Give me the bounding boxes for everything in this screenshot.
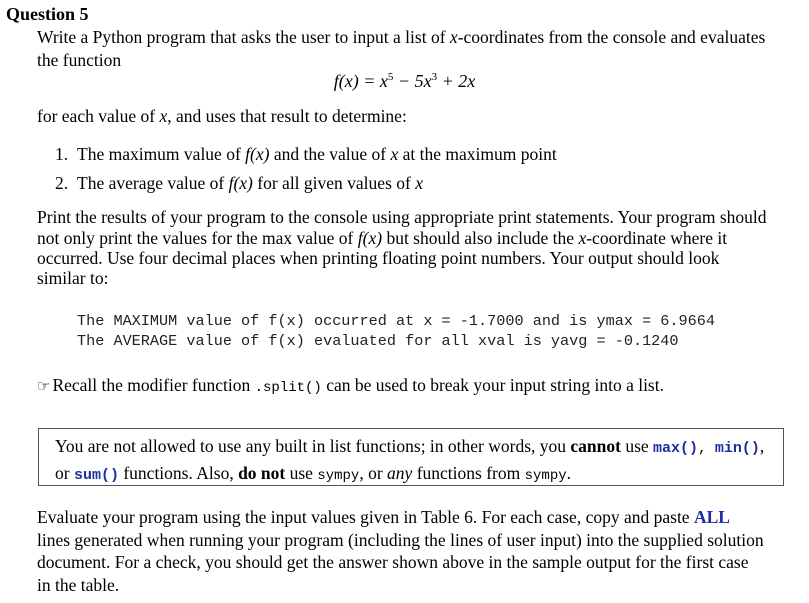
task-text: The maximum value of (77, 144, 246, 164)
notice-line-1 (55, 434, 773, 461)
notice-do-not: do not (238, 463, 286, 483)
task-item-1 (55, 144, 557, 165)
formula-exponent-3: 3 (431, 71, 438, 83)
notice-text: or (55, 463, 74, 483)
for-each-text: for each value of (37, 106, 160, 126)
print-para-line-1: Print the results of your program to the console using appropriate print statements. Your program should (37, 207, 767, 227)
hint-text-cont: can be used to break your input string into a list. (321, 375, 664, 395)
print-para-line-3: occurred. Use four decimal places when printing floating point numbers. Your output should look (37, 248, 720, 268)
math-fx: f(x) (228, 173, 253, 193)
sympy-code: sympy (317, 468, 360, 484)
function-formula (0, 71, 809, 92)
intro-line-1 (37, 27, 785, 48)
question-heading: Question 5 (6, 4, 89, 24)
sympy-code: sympy (524, 468, 567, 484)
sample-output-line-1: The MAXIMUM value of f(x) occurred at x = -1.7000 and is ymax = 6.9664 (77, 312, 715, 330)
math-x: x (449, 27, 458, 47)
task-text: for all given values of (252, 173, 416, 193)
task-number: 1. (55, 144, 69, 164)
notice-line-2 (55, 461, 773, 488)
math-x: x (578, 228, 587, 248)
notice-text: use (620, 436, 654, 456)
math-fx: f(x) (357, 228, 383, 248)
task-text: at the maximum point (398, 144, 557, 164)
formula-lhs: f(x) = x (333, 71, 388, 91)
math-x: x (390, 144, 399, 164)
print-para-line-4: similar to: (37, 268, 109, 288)
evaluate-line-3: document. For a check, you should get the answer shown above in the sample output for the first case (37, 552, 749, 572)
formula-exponent-5: 5 (387, 71, 394, 83)
notice-text: use (285, 463, 318, 483)
notice-cannot: cannot (570, 436, 621, 456)
math-x: x (159, 106, 168, 126)
notice-text: , (759, 436, 765, 456)
task-number: 2. (55, 173, 69, 193)
task-text: and the value of (269, 144, 391, 164)
notice-text: , or (359, 463, 388, 483)
print-text: but should also include the (382, 228, 579, 248)
math-fx: f(x) (245, 144, 270, 164)
intro-line-2: the function (37, 50, 122, 70)
formula-rhs: + 2x (437, 71, 476, 91)
min-function-code: min() (714, 440, 760, 457)
task-text: The average value of (77, 173, 229, 193)
max-function-code: max() (653, 440, 699, 457)
math-x: x (415, 173, 423, 193)
evaluate-text: Evaluate your program using the input values given in Table 6. For each case, copy and paste (37, 507, 694, 527)
formula-mid: − 5x (393, 71, 432, 91)
print-para-line-2 (37, 228, 785, 249)
print-text: not only print the values for the max value of (37, 228, 358, 248)
evaluate-line-2: lines generated when running your program (including the lines of user input) into the supplied solution (37, 530, 764, 550)
notice-any: any (387, 463, 413, 483)
notice-separator: , (698, 441, 715, 457)
for-each-text-cont: , and uses that result to determine: (167, 106, 407, 126)
hint-line (37, 375, 785, 399)
intro-text-cont: -coordinates from the console and evaluates (457, 27, 766, 47)
for-each-line (37, 106, 785, 127)
sample-output-line-2: The AVERAGE value of f(x) evaluated for all xval is yavg = -0.1240 (77, 332, 679, 350)
split-code: .split() (254, 380, 322, 396)
sum-function-code: sum() (73, 467, 119, 484)
print-text: -coordinate where it (586, 228, 728, 248)
all-emphasis: ALL (693, 507, 730, 527)
evaluate-line-4: in the table. (37, 575, 120, 595)
task-item-2 (55, 173, 423, 194)
restriction-notice-box (38, 428, 784, 486)
notice-text: . (566, 463, 571, 483)
pointing-hand-icon: ☞ (37, 377, 51, 395)
hint-text: Recall the modifier function (52, 375, 255, 395)
intro-text: Write a Python program that asks the user to input a list of (37, 27, 450, 47)
notice-text: functions. Also, (118, 463, 239, 483)
notice-text: You are not allowed to use any built in list functions; in other words, you (55, 436, 571, 456)
evaluate-line-1 (37, 507, 785, 528)
notice-text: functions from (412, 463, 525, 483)
